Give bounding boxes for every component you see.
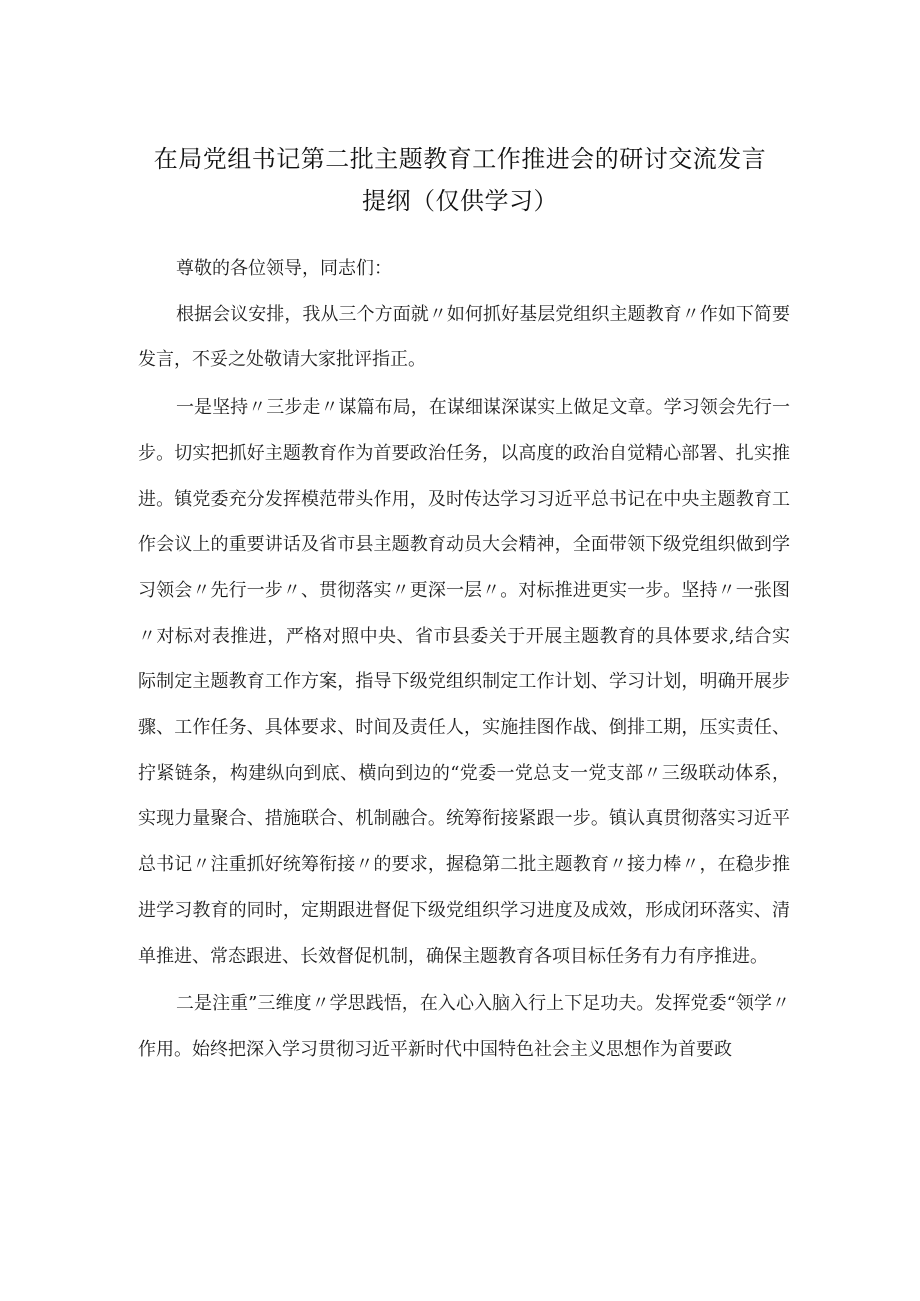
- title-line-2: 提纲（仅供学习）: [362, 187, 558, 215]
- document-body: [138, 246, 790, 1073]
- salutation: 尊敬的各位领导，同志们：: [176, 258, 392, 279]
- paragraph-second-point: 二是注重”三维度〃学思践悟，在入心入脑入行上下足功夫。发挥党委“领学〃作用。始终把深入学习贯彻习近平新时代中国特色社会主义思想作为首要政: [138, 993, 790, 1060]
- title-line-1: 在局党组书记第二批主题教育工作推进会的研讨交流发言: [153, 145, 767, 173]
- paragraph-intro: 根据会议安排，我从三个方面就〃如何抓好基层党组织主题教育〃作如下简要发言，不妥之处敬请大家批评指正。: [138, 303, 790, 371]
- document-title: [0, 138, 920, 222]
- paragraph-first-point: 一是坚持〃三步走〃谋篇布局，在谋细谋深谋实上做足文章。学习领会先行一步。切实把抓好主题教育作为首要政治任务，以高度的政治自觉精心部署、扎实推进。镇党委充分发挥模范带头作用，及时传达学习习近平总书记在中央主题教育工作会议上的重要讲话及省市县主题教育动员大会精神，全面带领下级党组织做到学习领会〃先行一步〃、贯彻落实〃更深一层〃。对标推进更实一步。坚持〃一张图〃对标对表推进，严格对照中央、省市县委关于开展主题教育的具体要求,结合实际制定主题教育工作方案，指导下级党组织制定工作计划、学习计划，明确开展步骤、工作任务、具体要求、时间及责任人，实施挂图作战、倒排工期，压实责任、拧紧链条，构建纵向到底、横向到边的“党委一党总支一党支部〃三级联动体系，实现力量聚合、措施联合、机制融合。统筹衔接紧跟一步。镇认真贯彻落实习近平总书记〃注重抓好统筹衔接〃的要求，握稳第二批主题教育〃接力棒〃，在稳步推进学习教育的同时，定期跟进督促下级党组织学习进度及成效，形成闭环落实、清单推进、常态跟进、长效督促机制，确保主题教育各项目标任务有力有序推进。: [138, 397, 790, 967]
